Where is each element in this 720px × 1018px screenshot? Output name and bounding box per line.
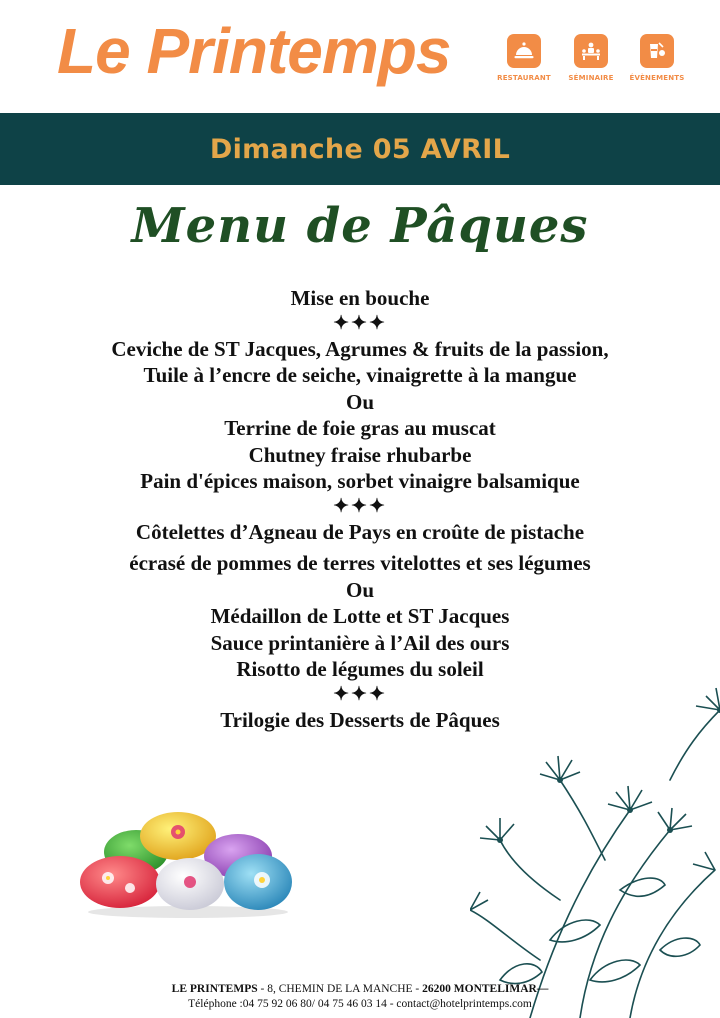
footer-address (0, 982, 720, 997)
menu-item-main1-line2: écrasé de pommes de terres vitelottes et ses légumes (129, 551, 591, 575)
nav-seminaire-label: SÉMINAIRE (568, 74, 614, 82)
menu-item-main2-line3: Risotto de légumes du soleil (236, 657, 484, 681)
menu-item-dessert: Trilogie des Desserts de Pâques (220, 707, 500, 732)
menu-item-starter2-line1: Terrine de foie gras au muscat (224, 416, 496, 440)
footer-city: 26200 MONTELIMAR— (422, 983, 549, 995)
nav-seminaire[interactable] (556, 34, 626, 82)
footer (0, 982, 720, 1012)
date-text: Dimanche 05 AVRIL (209, 133, 511, 165)
menu-item-main2-line2: Sauce printanière à l’Ail des ours (210, 630, 510, 655)
menu-or-2: Ou (345, 577, 374, 602)
date-banner (0, 113, 720, 185)
menu-or-1: Ou (345, 389, 374, 414)
menu-item-main2-line1: Médaillon de Lotte et ST Jacques (210, 604, 510, 628)
separator-stars-icon: ✦✦✦ (333, 495, 387, 517)
footer-name: LE PRINTEMPS (171, 983, 258, 995)
nav-evenements[interactable] (622, 34, 692, 82)
logo[interactable]: Le Printemps (57, 15, 451, 87)
footer-contact[interactable]: Téléphone :04 75 92 06 80/ 04 75 46 03 14 - contact@hotelprintemps.com (188, 998, 532, 1010)
separator-stars-icon: ✦✦✦ (333, 312, 387, 334)
menu-item-main1-line1: Côtelettes d’Agneau de Pays en croûte de pistache (135, 519, 585, 544)
menu-item-starter1-line1: Ceviche de ST Jacques, Agrumes & fruits de la passion, (111, 336, 609, 361)
presentation-icon (574, 34, 608, 68)
header (0, 0, 720, 113)
cloche-icon (507, 34, 541, 68)
menu-item-amuse: Mise en bouche (290, 286, 430, 310)
drink-icon (640, 34, 674, 68)
flowers-illustration (470, 660, 720, 1018)
menu-item-starter1-line2: Tuile à l’encre de seiche, vinaigrette à la mangue (143, 363, 577, 387)
menu-item-starter2-line3: Pain d'épices maison, sorbet vinaigre balsamique (140, 469, 580, 493)
menu-item-starter2-line2: Chutney fraise rhubarbe (248, 442, 472, 467)
nav-restaurant[interactable] (489, 34, 559, 82)
page-title: Menu de Pâques (131, 198, 589, 254)
easter-eggs-image (78, 810, 298, 920)
nav-evenements-label: ÉVÈNEMENTS (629, 74, 685, 82)
separator-stars-icon: ✦✦✦ (333, 683, 387, 705)
nav-restaurant-label: RESTAURANT (497, 74, 551, 82)
footer-street: - 8, CHEMIN DE LA MANCHE - (257, 983, 423, 995)
